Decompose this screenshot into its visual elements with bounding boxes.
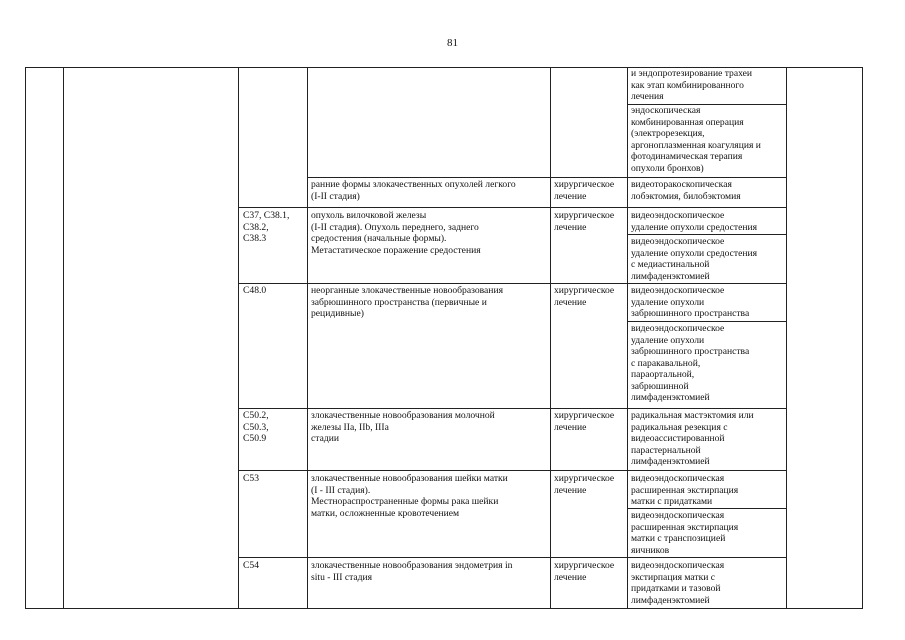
diagnosis-cell: злокачественные новообразования шейки матки (I - III стадия). Местнораспространенные формы рака шейки матки, осложненные кровотечением bbox=[311, 473, 508, 519]
treatment-type-cell: хирургическое лечение bbox=[554, 560, 615, 583]
treatment-type-cell: хирургическое лечение bbox=[554, 179, 615, 202]
method-cell: видеоэндоскопическое удаление опухоли средостения bbox=[631, 210, 758, 233]
method-cell: и эндопротезирование трахеи как этап комбинированного лечения bbox=[631, 68, 753, 102]
row-separator bbox=[238, 207, 787, 208]
method-cell: видеоэндоскопическое удаление опухоли средостения с медиастинальной лимфаденэктомией bbox=[631, 236, 758, 282]
diagnosis-cell: опухоль вилочковой железы (I-II стадия). Опухоль переднего, заднего средостения (начальные формы). Метастатическое поражение средостения bbox=[311, 210, 481, 256]
column-divider bbox=[238, 67, 239, 609]
method-cell: видеоэндоскопическая расширенная экстирпация матки с придатками bbox=[631, 473, 739, 507]
treatment-type-cell: хирургическое лечение bbox=[554, 473, 615, 496]
column-divider bbox=[550, 67, 551, 609]
table-border-left bbox=[25, 67, 26, 609]
icd-code-cell: C37, C38.1, C38.2, C38.3 bbox=[243, 210, 290, 244]
method-separator bbox=[627, 321, 787, 322]
row-separator bbox=[238, 557, 787, 558]
diagnosis-cell: ранние формы злокачественных опухолей легкого (I-II стадия) bbox=[311, 179, 516, 202]
method-cell: видеоэндоскопическое удаление опухоли забрюшинного пространства с паракавальной, параортальной, забрюшинной лимфаденэктомией bbox=[631, 323, 750, 403]
treatment-type-cell: хирургическое лечение bbox=[554, 285, 615, 308]
method-cell: эндоскопическая комбинированная операция (электрорезекция, аргоноплазменная коагуляция и фотодинамическая терапия опухоли бронхов) bbox=[631, 105, 761, 174]
method-cell: видеоэндоскопическая экстирпация матки с придатками и тазовой лимфаденэктомией bbox=[631, 560, 725, 606]
method-separator bbox=[627, 508, 787, 509]
column-divider bbox=[307, 67, 308, 609]
column-divider bbox=[627, 67, 628, 609]
column-divider bbox=[63, 67, 64, 609]
treatment-type-cell: хирургическое лечение bbox=[554, 410, 615, 433]
method-cell: видеоэндоскопическое удаление опухоли забрюшинного пространства bbox=[631, 285, 750, 319]
method-cell: радикальная мастэктомия или радикальная резекция с видеоассистированной парастернальной лимфаденэктомией bbox=[631, 410, 754, 467]
row-separator bbox=[238, 408, 787, 409]
column-divider bbox=[786, 67, 787, 609]
method-cell: видеоэндоскопическая расширенная экстирпация матки с транспозицией яичников bbox=[631, 510, 739, 556]
method-separator bbox=[627, 234, 787, 235]
treatment-type-cell: хирургическое лечение bbox=[554, 210, 615, 233]
method-cell: видеоторакоскопическая лобэктомия, билобэктомия bbox=[631, 179, 741, 202]
table-border-right bbox=[862, 67, 863, 609]
diagnosis-cell: злокачественные новообразования молочной железы IIa, IIb, IIIa стадии bbox=[311, 410, 495, 444]
icd-code-cell: C48.0 bbox=[243, 285, 267, 296]
icd-code-cell: C53 bbox=[243, 473, 259, 484]
row-separator bbox=[238, 470, 787, 471]
icd-code-cell: C50.2, C50.3, C50.9 bbox=[243, 410, 269, 444]
page-number: 81 bbox=[447, 37, 458, 49]
row-separator bbox=[238, 283, 787, 284]
icd-code-cell: C54 bbox=[243, 560, 259, 571]
row-separator bbox=[307, 177, 787, 178]
diagnosis-cell: злокачественные новообразования эндометрия in situ - III стадия bbox=[311, 560, 513, 583]
table-border-bottom bbox=[25, 608, 863, 609]
diagnosis-cell: неорганные злокачественные новообразования забрюшинного пространства (первичные и рецидивные) bbox=[311, 285, 503, 319]
